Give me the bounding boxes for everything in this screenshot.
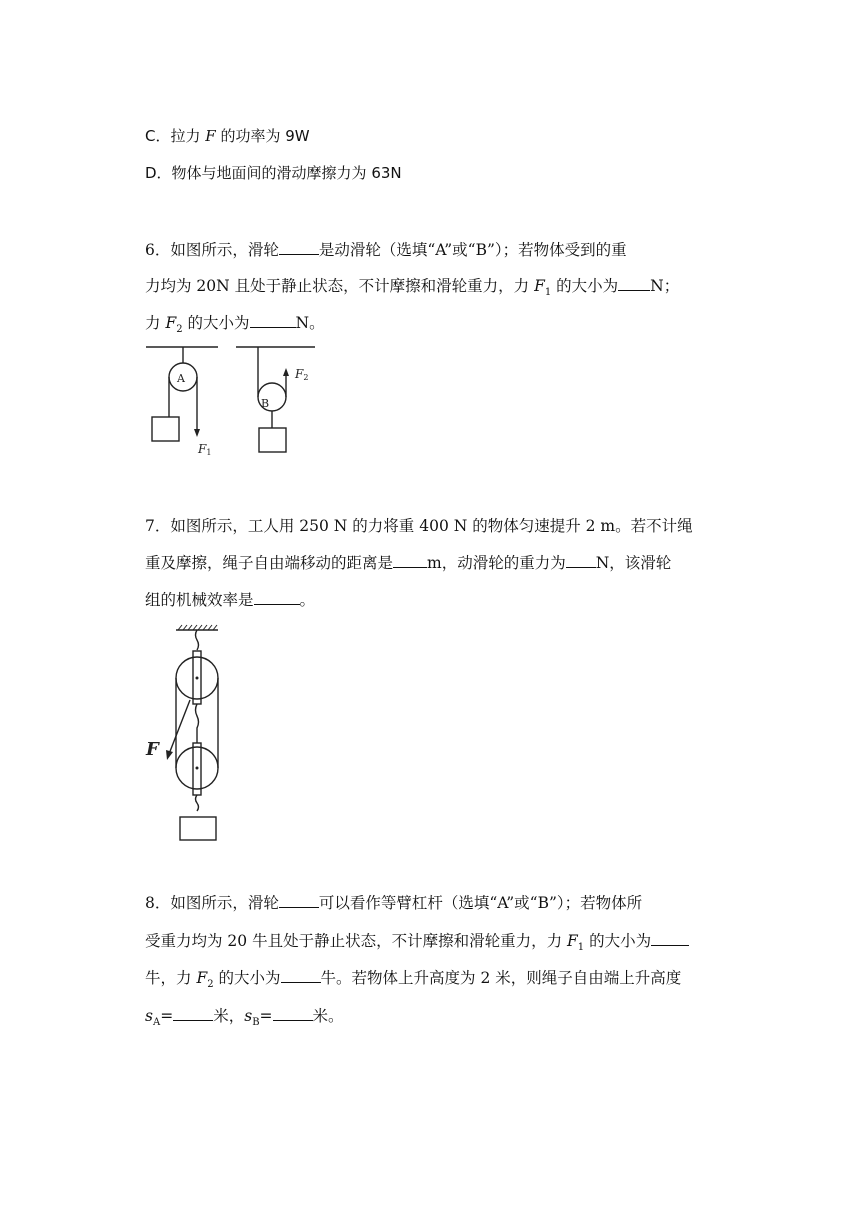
answer-blank[interactable] bbox=[651, 931, 689, 946]
option-c: C．拉力 F 的功率为 9W bbox=[145, 127, 310, 145]
answer-blank[interactable] bbox=[173, 1006, 213, 1021]
q7-line-2: 重及摩擦，绳子自由端移动的距离是 m，动滑轮的重力为 N，该滑轮 bbox=[145, 554, 672, 572]
answer-blank[interactable] bbox=[273, 1006, 313, 1021]
q8-line-1: 8．如图所示，滑轮 可以看作等臂杠杆（选填“A”或“B”）；若物体所 bbox=[145, 894, 643, 912]
q7-line-1: 7．如图所示，工人用 250 N 的力将重 400 N 的物体匀速提升 2 m。若不计绳 bbox=[145, 517, 693, 535]
option-d: D．物体与地面间的滑动摩擦力为 63N bbox=[145, 164, 402, 182]
answer-blank[interactable] bbox=[250, 313, 296, 328]
pulley-figure-ab bbox=[140, 340, 340, 460]
answer-blank[interactable] bbox=[393, 553, 427, 568]
q8-line-3: 牛，力 $F_2$ 的大小为 牛。若物体上升高度为 2 米，则绳子自由端上升高度 bbox=[145, 969, 682, 991]
q8-line-2: 受重力均为 20 牛且处于静止状态，不计摩擦和滑轮重力，力 $F_1$ 的大小为 bbox=[145, 931, 689, 958]
force-f-label: F bbox=[146, 739, 159, 760]
pulley-b-label: B bbox=[261, 397, 270, 410]
pulley-block-figure bbox=[140, 622, 240, 847]
answer-blank[interactable] bbox=[279, 240, 319, 255]
q6-line-1: 6．如图所示，滑轮 是动滑轮（选填“A”或“B”）；若物体受到的重 bbox=[145, 241, 627, 259]
force-f1-label: F1 bbox=[198, 442, 212, 457]
answer-blank[interactable] bbox=[254, 590, 300, 605]
answer-blank[interactable] bbox=[566, 553, 596, 568]
q6-line-2: 力均为 20N 且处于静止状态，不计摩擦和滑轮重力，力 $F_1$ 的大小为 N； bbox=[145, 277, 680, 299]
pulley-a-label: A bbox=[177, 372, 185, 385]
force-f2-label: F2 bbox=[295, 367, 309, 382]
q8-line-4: $s_A=$ 米，$s_B=$ 米。 bbox=[145, 1007, 344, 1029]
answer-blank[interactable] bbox=[279, 893, 319, 908]
answer-blank[interactable] bbox=[618, 276, 650, 291]
q6-line-3: 力 $F_2$ 的大小为 N。 bbox=[145, 314, 325, 336]
q7-line-3: 组的机械效率是 。 bbox=[145, 591, 316, 609]
answer-blank[interactable] bbox=[281, 968, 321, 983]
